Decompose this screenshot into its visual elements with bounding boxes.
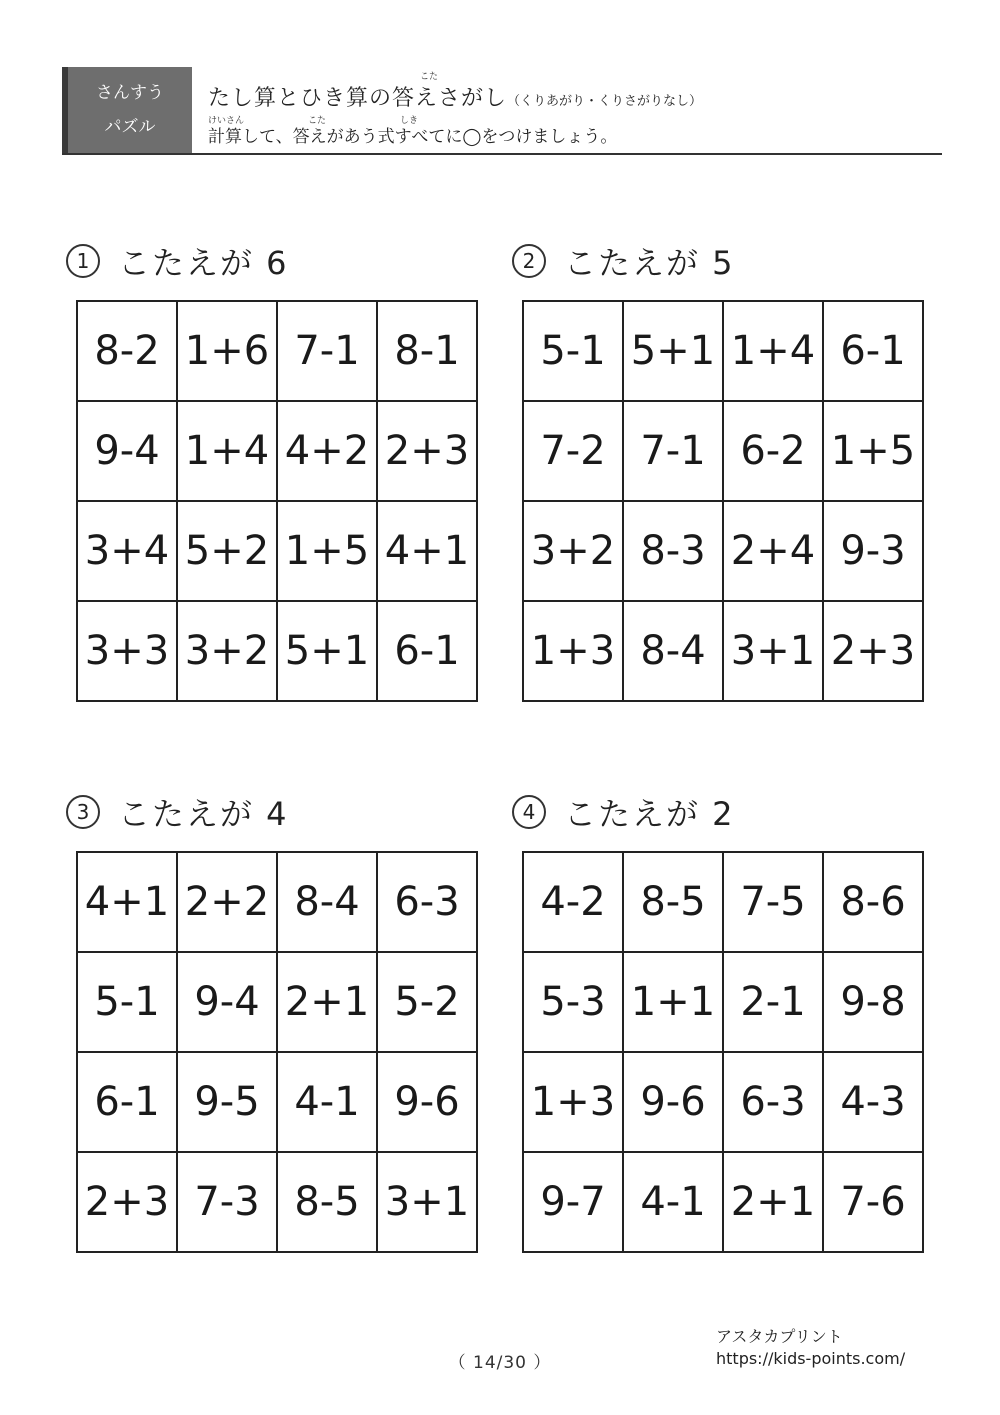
- badge-line2: パズル: [104, 117, 156, 137]
- puzzle-title: [66, 789, 289, 835]
- expression-cell[interactable]: 2+1: [724, 1153, 824, 1253]
- expression-cell[interactable]: 1+3: [524, 602, 624, 702]
- expression-cell[interactable]: 4-1: [278, 1053, 378, 1153]
- puzzle-2: [522, 244, 924, 702]
- expression-cell[interactable]: 3+2: [524, 502, 624, 602]
- expression-cell[interactable]: 6-1: [824, 302, 924, 402]
- puzzle-3: [76, 795, 478, 1253]
- puzzle-grid: [522, 300, 924, 702]
- expression-cell[interactable]: 8-6: [824, 853, 924, 953]
- expression-cell[interactable]: 6-2: [724, 402, 824, 502]
- expression-cell[interactable]: 3+2: [178, 602, 278, 702]
- expression-cell[interactable]: 3+3: [78, 602, 178, 702]
- expression-cell[interactable]: 2+1: [278, 953, 378, 1053]
- puzzle-title: [512, 789, 735, 835]
- expression-cell[interactable]: 4+1: [78, 853, 178, 953]
- expression-cell[interactable]: 2+3: [378, 402, 478, 502]
- category-badge: [62, 67, 192, 153]
- expression-cell[interactable]: 6-1: [378, 602, 478, 702]
- ruby-keisan: けいさん: [208, 116, 245, 126]
- expression-cell[interactable]: 8-3: [624, 502, 724, 602]
- expression-cell[interactable]: 1+5: [278, 502, 378, 602]
- expression-cell[interactable]: 2+3: [78, 1153, 178, 1253]
- puzzle-1: [76, 244, 478, 702]
- title-main: たし算とひき算の答えさがし: [208, 86, 508, 111]
- puzzle-target: こたえが 2: [564, 795, 735, 833]
- page-number: （ 14/30 ）: [448, 1353, 552, 1373]
- expression-cell[interactable]: 3+1: [724, 602, 824, 702]
- expression-cell[interactable]: 5-2: [378, 953, 478, 1053]
- expression-cell[interactable]: 7-5: [724, 853, 824, 953]
- puzzle-target: こたえが 4: [118, 795, 289, 833]
- expression-cell[interactable]: 2+4: [724, 502, 824, 602]
- expression-cell[interactable]: 9-4: [78, 402, 178, 502]
- title-ruby: こた: [420, 72, 439, 82]
- expression-cell[interactable]: 8-4: [624, 602, 724, 702]
- brand-name: アスタカプリント: [716, 1327, 843, 1346]
- expression-cell[interactable]: 8-4: [278, 853, 378, 953]
- expression-cell[interactable]: 9-3: [824, 502, 924, 602]
- expression-cell[interactable]: 5-1: [524, 302, 624, 402]
- expression-cell[interactable]: 5-1: [78, 953, 178, 1053]
- worksheet-header: [62, 67, 942, 155]
- instruction-text: 計算して、答えがあう式すべてに◯をつけましょう。: [208, 127, 618, 147]
- expression-cell[interactable]: 7-6: [824, 1153, 924, 1253]
- expression-cell[interactable]: 7-3: [178, 1153, 278, 1253]
- expression-cell[interactable]: 1+3: [524, 1053, 624, 1153]
- expression-cell[interactable]: 3+4: [78, 502, 178, 602]
- expression-cell[interactable]: 7-1: [278, 302, 378, 402]
- expression-cell[interactable]: 6-1: [78, 1053, 178, 1153]
- puzzle-grid: [76, 851, 478, 1253]
- expression-cell[interactable]: 5+2: [178, 502, 278, 602]
- expression-cell[interactable]: 9-7: [524, 1153, 624, 1253]
- expression-cell[interactable]: 4-1: [624, 1153, 724, 1253]
- expression-cell[interactable]: 4+2: [278, 402, 378, 502]
- expression-cell[interactable]: 6-3: [378, 853, 478, 953]
- puzzle-number: 1: [66, 244, 100, 278]
- puzzle-target: こたえが 5: [564, 244, 735, 282]
- expression-cell[interactable]: 3+1: [378, 1153, 478, 1253]
- expression-cell[interactable]: 5+1: [624, 302, 724, 402]
- title-area: [208, 67, 942, 153]
- brand-block: [716, 1326, 905, 1370]
- expression-cell[interactable]: 1+5: [824, 402, 924, 502]
- expression-cell[interactable]: 2-1: [724, 953, 824, 1053]
- expression-cell[interactable]: 9-6: [378, 1053, 478, 1153]
- puzzle-grid: [76, 300, 478, 702]
- expression-cell[interactable]: 1+4: [724, 302, 824, 402]
- expression-cell[interactable]: 7-2: [524, 402, 624, 502]
- expression-cell[interactable]: 1+1: [624, 953, 724, 1053]
- expression-cell[interactable]: 9-8: [824, 953, 924, 1053]
- expression-cell[interactable]: 4+1: [378, 502, 478, 602]
- expression-cell[interactable]: 6-3: [724, 1053, 824, 1153]
- brand-url[interactable]: https://kids-points.com/: [716, 1349, 906, 1368]
- expression-cell[interactable]: 5+1: [278, 602, 378, 702]
- expression-cell[interactable]: 4-2: [524, 853, 624, 953]
- expression-cell[interactable]: 8-1: [378, 302, 478, 402]
- expression-cell[interactable]: 5-3: [524, 953, 624, 1053]
- expression-cell[interactable]: 9-5: [178, 1053, 278, 1153]
- puzzle-grid: [522, 851, 924, 1253]
- puzzle-target: こたえが 6: [118, 244, 289, 282]
- expression-cell[interactable]: 9-6: [624, 1053, 724, 1153]
- badge-line1: さんすう: [96, 83, 164, 103]
- expression-cell[interactable]: 8-5: [624, 853, 724, 953]
- worksheet-title: [208, 81, 702, 112]
- puzzle-title: [66, 238, 289, 284]
- puzzle-title: [512, 238, 735, 284]
- expression-cell[interactable]: 4-3: [824, 1053, 924, 1153]
- expression-cell[interactable]: 9-4: [178, 953, 278, 1053]
- puzzle-4: [522, 795, 924, 1253]
- puzzle-number: 2: [512, 244, 546, 278]
- expression-cell[interactable]: 8-5: [278, 1153, 378, 1253]
- expression-cell[interactable]: 1+6: [178, 302, 278, 402]
- expression-cell[interactable]: 2+2: [178, 853, 278, 953]
- puzzle-number: 4: [512, 795, 546, 829]
- ruby-kota: こた: [308, 116, 327, 126]
- expression-cell[interactable]: 7-1: [624, 402, 724, 502]
- expression-cell[interactable]: 2+3: [824, 602, 924, 702]
- ruby-shiki: しき: [400, 116, 419, 126]
- expression-cell[interactable]: 8-2: [78, 302, 178, 402]
- title-sub: （くりあがり・くりさがりなし）: [507, 94, 703, 109]
- puzzle-number: 3: [66, 795, 100, 829]
- expression-cell[interactable]: 1+4: [178, 402, 278, 502]
